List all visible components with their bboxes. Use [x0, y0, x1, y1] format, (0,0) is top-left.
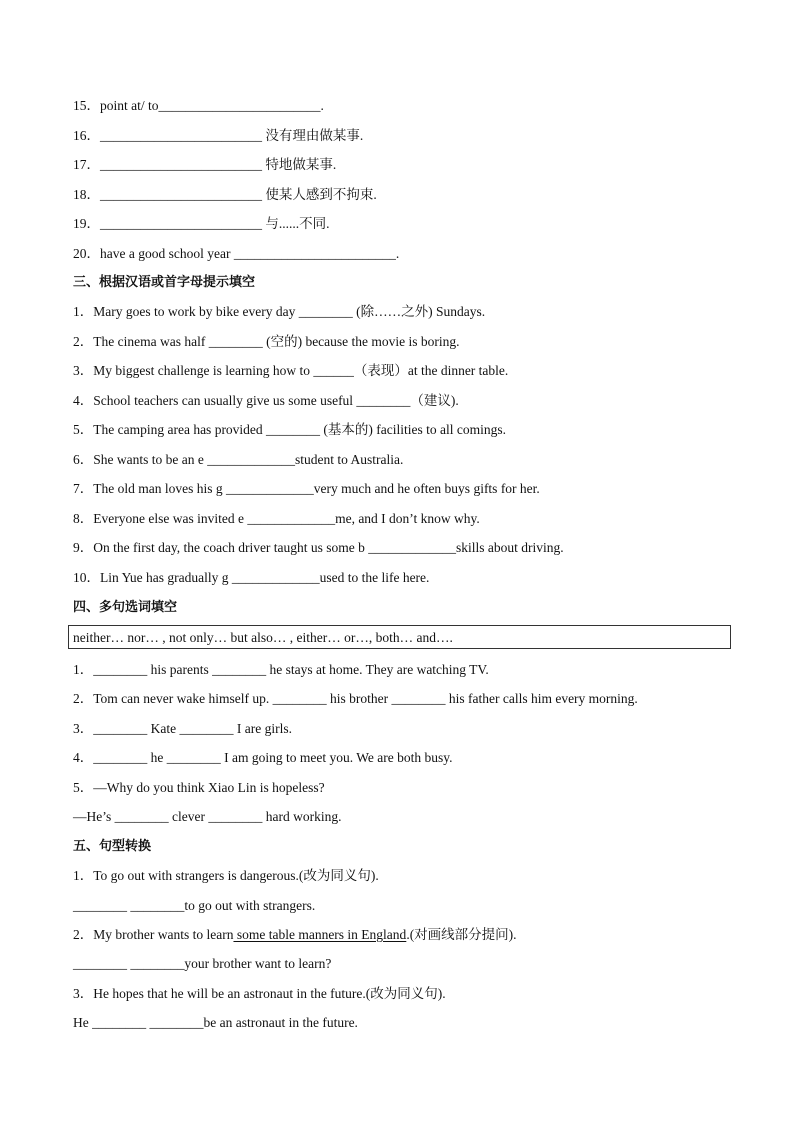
- s4-item-3: 3．________ Kate ________ I are girls.: [73, 721, 292, 736]
- s4-item-1: 1．________ his parents ________ he stays at home. They are watching TV.: [73, 662, 489, 677]
- s5-q2-post: .(对画线部分提问).: [406, 927, 517, 942]
- s5-a1: ________ ________to go out with strangers.: [73, 898, 316, 913]
- item-18: 18．________________________ 使某人感到不拘束.: [73, 187, 377, 202]
- s3-item-8: 8．Everyone else was invited e _____________me, and I don’t know why.: [73, 511, 480, 526]
- s5-q2-pre: 2．My brother wants to learn: [73, 927, 234, 942]
- s3-item-6: 6．She wants to be an e _____________student to Australia.: [73, 452, 404, 467]
- s4-item-5-answer: —He’s ________ clever ________ hard working.: [73, 809, 342, 824]
- item-20: 20．have a good school year ________________________.: [73, 246, 400, 261]
- s3-item-9: 9．On the first day, the coach driver taught us some b _____________skills about driving.: [73, 540, 564, 555]
- section3-heading: 三、根据汉语或首字母提示填空: [73, 275, 256, 290]
- word-box-text: neither… nor… , not only… but also… , either… or…, both… and….: [73, 630, 453, 645]
- item-16: 16．________________________ 没有理由做某事.: [73, 128, 364, 143]
- s5-a3: He ________ ________be an astronaut in the future.: [73, 1015, 358, 1030]
- section4-heading: 四、多句选词填空: [73, 600, 178, 615]
- s3-item-4: 4．School teachers can usually give us some useful ________（建议).: [73, 393, 459, 408]
- item-15: 15．point at/ to________________________.: [73, 98, 324, 113]
- word-box: [68, 625, 731, 649]
- s3-item-2: 2．The cinema was half ________ (空的) because the movie is boring.: [73, 334, 460, 349]
- item-17: 17．________________________ 特地做某事.: [73, 157, 337, 172]
- s5-q1: 1．To go out with strangers is dangerous.(改为同义句).: [73, 868, 379, 883]
- s5-a2: ________ ________your brother want to learn?: [73, 956, 332, 971]
- item-19: 19．________________________ 与......不同.: [73, 216, 330, 231]
- s3-item-1: 1．Mary goes to work by bike every day ________ (除……之外) Sundays.: [73, 304, 486, 319]
- s4-item-5: 5．—Why do you think Xiao Lin is hopeless?: [73, 780, 325, 795]
- s5-q2-underlined: some table manners in England: [233, 927, 407, 942]
- s4-item-4: 4．________ he ________ I am going to meet you. We are both busy.: [73, 750, 453, 765]
- s3-item-7: 7．The old man loves his g _____________very much and he often buys gifts for her.: [73, 481, 540, 496]
- section5-heading: 五、句型转换: [73, 839, 152, 854]
- s3-item-3: 3．My biggest challenge is learning how to ______（表现）at the dinner table.: [73, 363, 509, 378]
- s3-item-10: 10．Lin Yue has gradually g _____________used to the life here.: [73, 570, 430, 585]
- s4-item-2: 2．Tom can never wake himself up. ________ his brother ________ his father calls him every morning.: [73, 691, 638, 706]
- s3-item-5: 5．The camping area has provided ________ (基本的) facilities to all comings.: [73, 422, 507, 437]
- s5-q3: 3．He hopes that he will be an astronaut in the future.(改为同义句).: [73, 986, 446, 1001]
- s5-q2: [73, 926, 740, 944]
